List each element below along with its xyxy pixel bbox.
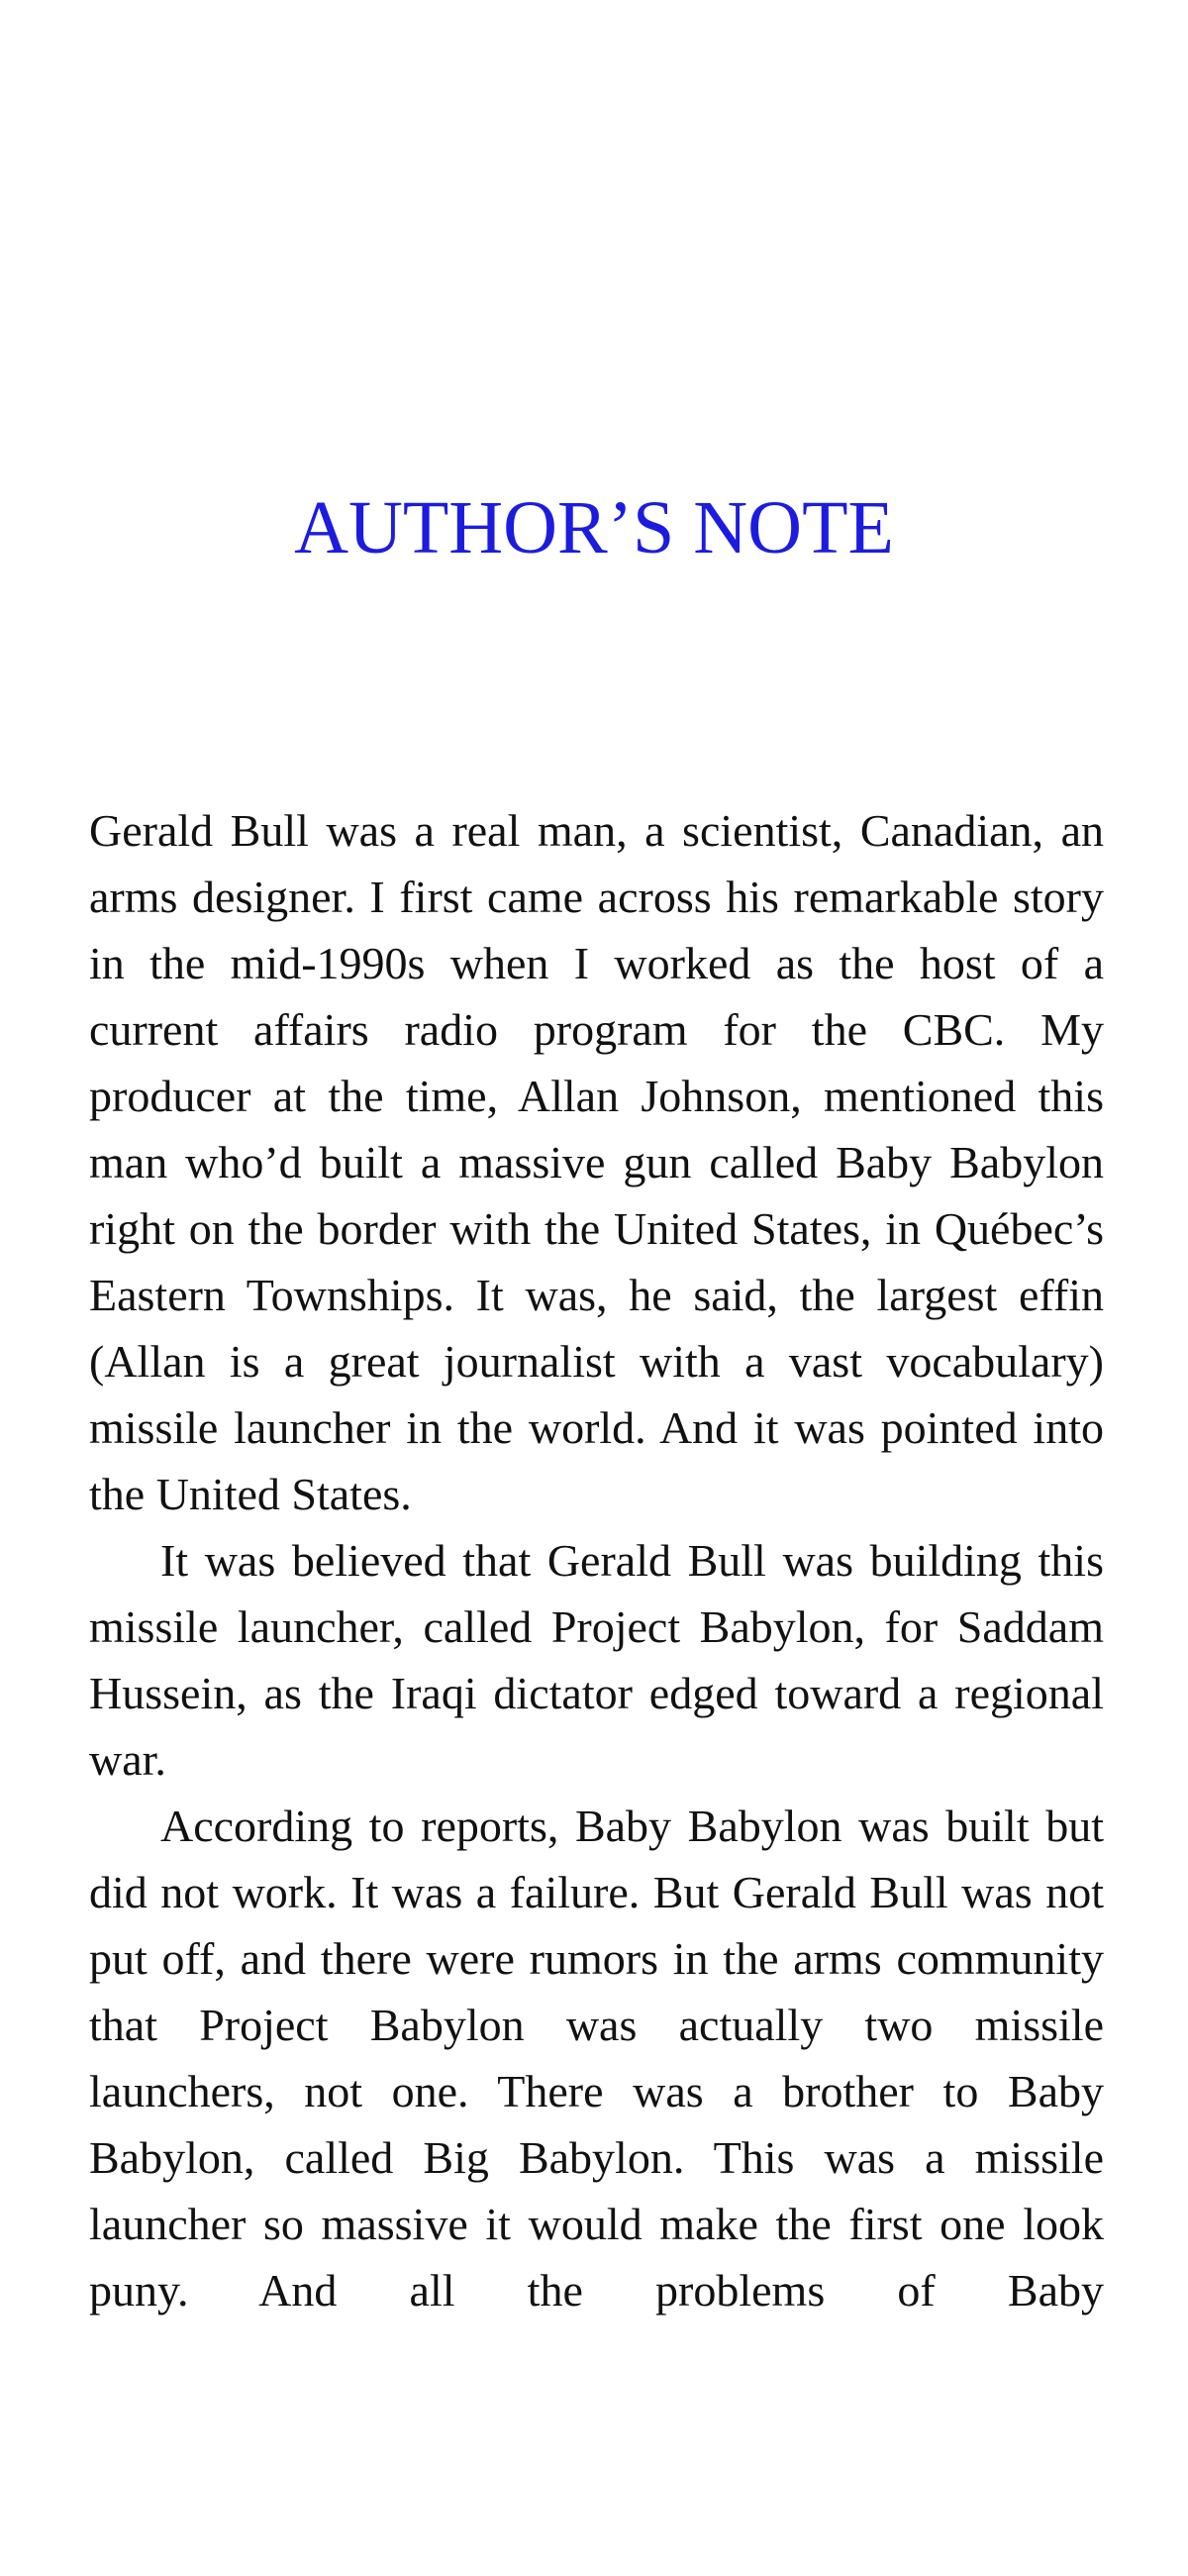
chapter-title: AUTHOR’S NOTE [294,486,894,569]
body-text [89,797,1104,2323]
paragraph: It was believed that Gerald Bull was building this missile launcher, called Project Babylon, for Saddam Hussein, as the Iraqi dictator edged toward a regional war. [89,1535,1104,1785]
paragraph: According to reports, Baby Babylon was built but did not work. It was a failure. But Gerald Bull was not put off, and there were rumors in the arms community that Project Babylon was actually two missile launchers, not one. There was a brother to Baby Babylon, called Big Babylon. This was a missile launcher so massive it would make the first one look puny. And all the problems of Baby [89,1801,1104,2316]
paragraph: Gerald Bull was a real man, a scientist, Canadian, an arms designer. I first came across his remarkable story in the mid-1990s when I worked as the host of a current affairs radio program for the CBC. My producer at the time, Allan Johnson, mentioned this man who’d built a massive gun called Baby Babylon right on the border with the United States, in Québec’s Eastern Townships. It was, he said, the largest effin (Allan is a great journalist with a vast vocabulary) missile launcher in the world. And it was pointed into the United States. [89,805,1104,1519]
